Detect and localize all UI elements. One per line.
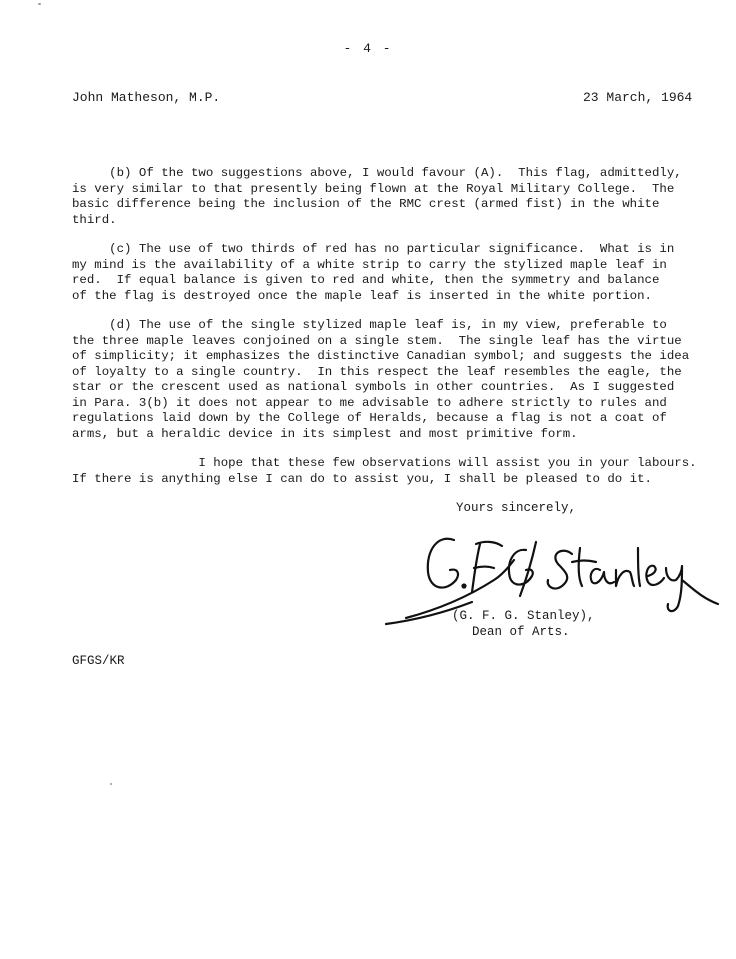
scan-speck — [38, 3, 41, 5]
recipient-name: John Matheson, M.P. — [72, 90, 221, 105]
text-line: regulations laid down by the College of Heralds, because a flag is not a coat of — [72, 411, 667, 425]
paragraph-b — [72, 166, 702, 228]
text-line: of loyalty to a single country. In this respect the leaf resembles the eagle, the — [72, 364, 682, 379]
scan-speck — [110, 783, 112, 785]
text-line: basic difference being the inclusion of the RMC crest (armed fist) in the white — [72, 197, 660, 211]
text-line: If there is anything else I can do to assist you, I shall be pleased to do it. — [72, 471, 652, 486]
text-line: star or the crescent used as national symbols in other countries. As I suggested — [72, 380, 675, 394]
reference-initials: GFGS/KR — [72, 654, 125, 668]
signer-block — [452, 609, 595, 640]
closing-salutation: Yours sincerely, — [456, 501, 577, 515]
text-line: my mind is the availability of a white strip to carry the stylized maple leaf in — [72, 257, 667, 272]
text-line: the three maple leaves conjoined on a single stem. The single leaf has the virtue — [72, 333, 682, 348]
paragraph-c — [72, 242, 702, 304]
paragraph-closing-remarks — [72, 456, 702, 487]
page-number: - 4 - — [343, 41, 393, 56]
text-line: (d) The use of the single stylized maple leaf is, in my view, preferable to — [72, 318, 667, 332]
text-line: red. If equal balance is given to red and white, then the symmetry and balance — [72, 273, 660, 287]
signer-title: Dean of Arts. — [472, 624, 570, 639]
paragraph-d — [72, 318, 702, 442]
text-line: (c) The use of two thirds of red has no particular significance. What is in — [72, 242, 675, 256]
text-line: arms, but a heraldic device in its simplest and most primitive form. — [72, 426, 578, 441]
letter-date: 23 March, 1964 — [583, 90, 693, 105]
text-line: I hope that these few observations will assist you in your labours. — [72, 456, 697, 470]
text-line: third. — [72, 212, 117, 227]
text-line: (b) Of the two suggestions above, I would favour (A). This flag, admittedly, — [72, 166, 682, 180]
text-line: is very similar to that presently being flown at the Royal Military College. The — [72, 181, 675, 196]
text-line: of simplicity; it emphasizes the distinctive Canadian symbol; and suggests the idea — [72, 349, 690, 363]
text-line: in Para. 3(b) it does not appear to me advisable to adhere strictly to rules and — [72, 395, 667, 410]
signer-name: (G. F. G. Stanley), — [452, 609, 595, 623]
text-line: of the flag is destroyed once the maple leaf is inserted in the white portion. — [72, 288, 652, 303]
